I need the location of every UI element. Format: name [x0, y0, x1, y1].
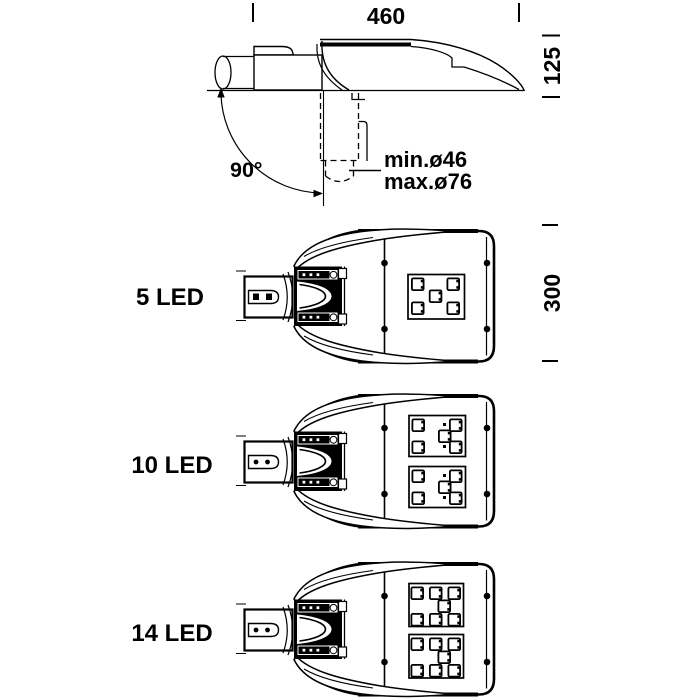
- spigot-min-label: min.ø46: [384, 147, 468, 172]
- view-label-5led: 5 LED: [135, 284, 205, 311]
- dim-460-label: 460: [366, 3, 406, 29]
- dim-125-label: 125: [539, 46, 565, 86]
- led-panel-14b: [409, 635, 464, 679]
- view-5led: [136, 225, 565, 363]
- mount-housing: [254, 55, 322, 90]
- view-label-14led: 14 LED: [131, 620, 213, 647]
- rotation-arc-90: [217, 88, 323, 198]
- spigot-rotated-outline: [321, 91, 368, 206]
- dim-300-label: 300: [539, 273, 565, 313]
- view-10led: [131, 394, 494, 528]
- led-panel-10b: [409, 467, 466, 508]
- side-view: [207, 3, 565, 206]
- led-panel-14a: [409, 584, 464, 627]
- view-label-10led: 10 LED: [131, 452, 213, 479]
- dimension-width-460: [253, 3, 519, 29]
- dimension-height-125: [539, 36, 565, 98]
- view-14led: [131, 562, 494, 696]
- dimension-body-300: [539, 225, 565, 361]
- luminaire-side-profile: [207, 40, 525, 92]
- arrowhead-right-icon: [314, 190, 324, 198]
- angle-label: 90°: [230, 158, 263, 182]
- spigot-max-label: max.ø76: [384, 169, 473, 194]
- spigot-pipe: [215, 56, 231, 89]
- led-panel-10a: [409, 416, 466, 457]
- led-panel-5: [408, 275, 465, 320]
